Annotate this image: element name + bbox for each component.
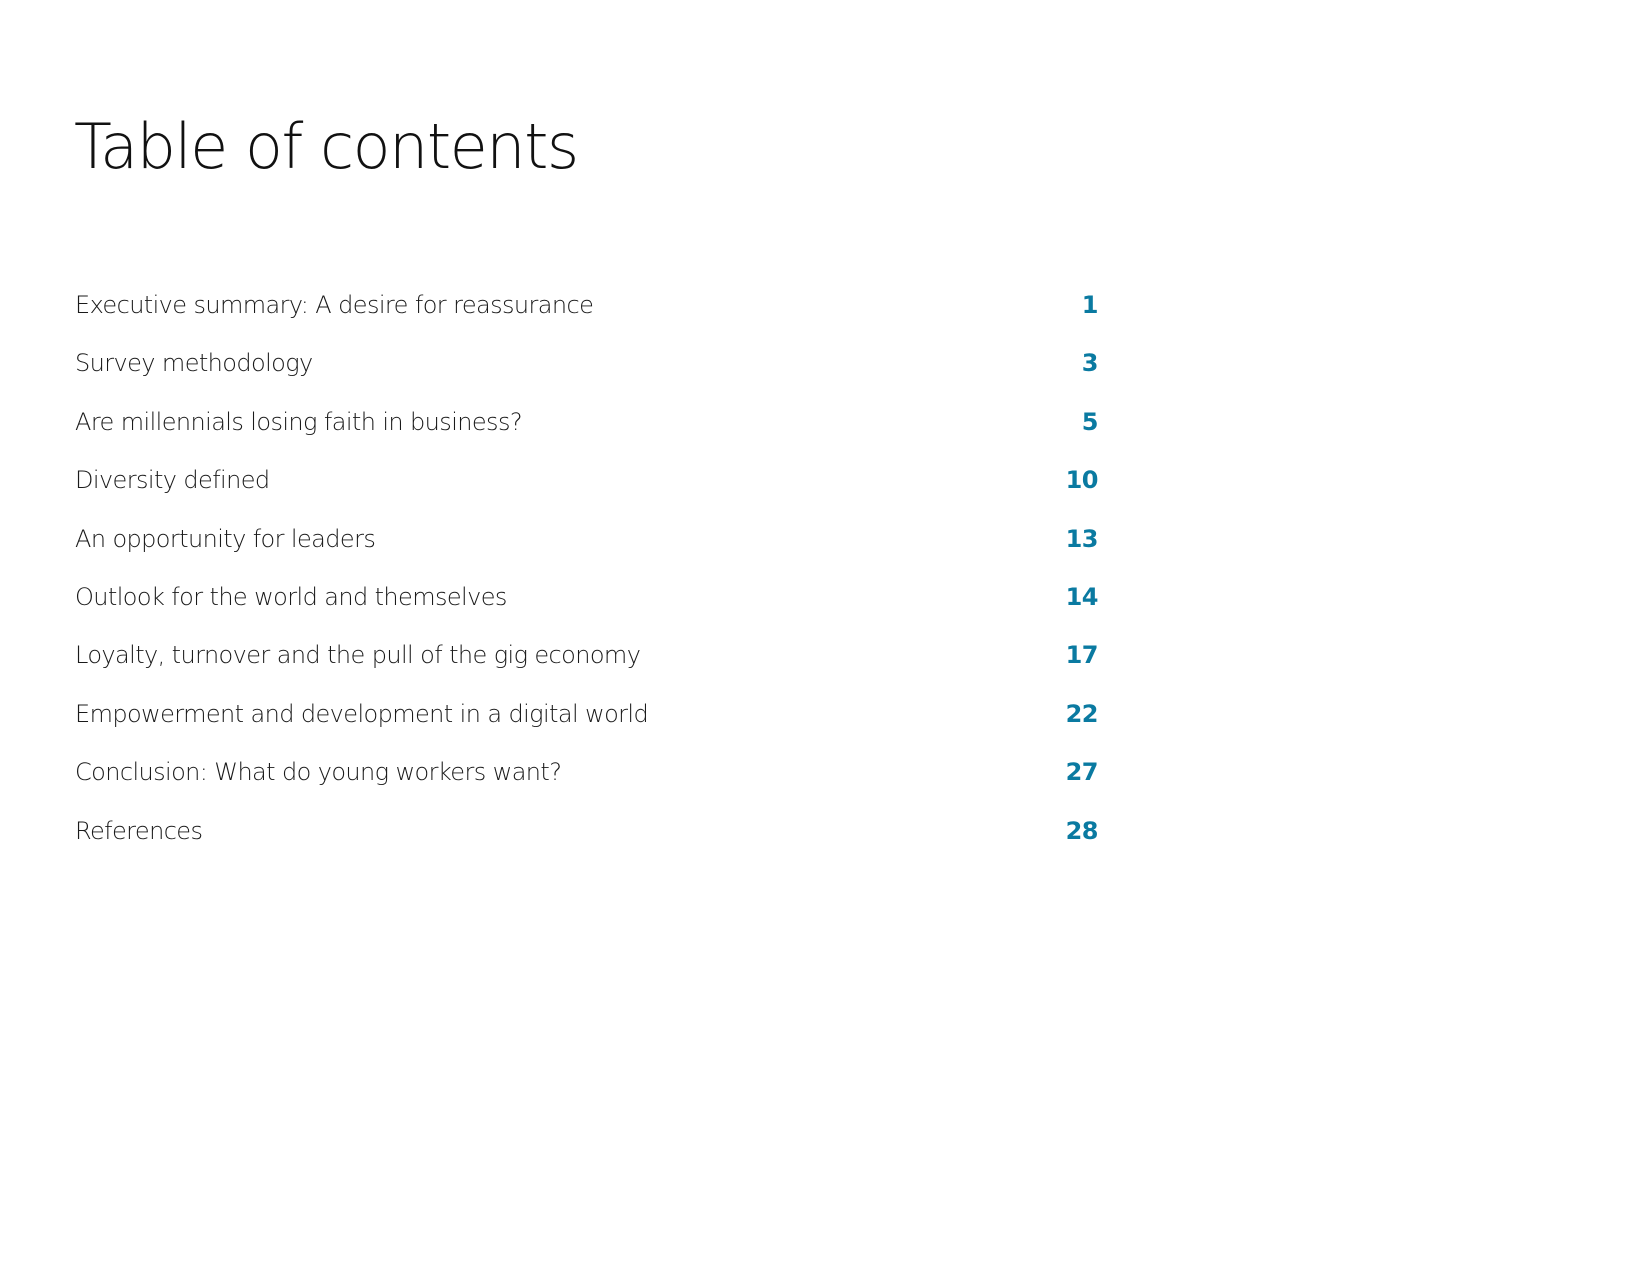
- toc-entry-label: Empowerment and development in a digital world: [75, 699, 649, 728]
- toc-entry-page-number: 1: [1081, 291, 1098, 319]
- toc-entry-outlook[interactable]: [75, 582, 1098, 640]
- toc-entry-label: Conclusion: What do young workers want?: [75, 758, 562, 787]
- toc-entry-label: References: [75, 816, 203, 845]
- toc-entry-page-number: 5: [1081, 407, 1098, 436]
- toc-list: [75, 290, 1098, 874]
- toc-entry-references[interactable]: [75, 816, 1098, 874]
- toc-entry-label: Loyalty, turnover and the pull of the gig economy: [75, 641, 641, 670]
- toc-entry-diversity-defined[interactable]: [75, 465, 1098, 523]
- toc-entry-page-number: 22: [1065, 699, 1098, 728]
- toc-entry-label: Executive summary: A desire for reassurance: [75, 291, 594, 319]
- toc-entry-losing-faith[interactable]: [75, 407, 1098, 465]
- toc-entry-label: Are millennials losing faith in business?: [75, 407, 522, 436]
- toc-entry-label: An opportunity for leaders: [75, 524, 376, 553]
- toc-entry-loyalty-turnover[interactable]: [75, 640, 1098, 698]
- toc-entry-page-number: 27: [1065, 758, 1098, 787]
- page-title: Table of contents: [74, 110, 578, 183]
- toc-entry-page-number: 13: [1065, 524, 1098, 553]
- toc-entry-opportunity-for-leaders[interactable]: [75, 524, 1098, 582]
- toc-entry-page-number: 3: [1081, 349, 1098, 378]
- toc-entry-conclusion[interactable]: [75, 757, 1098, 815]
- toc-entry-survey-methodology[interactable]: [75, 348, 1098, 406]
- toc-entry-label: Outlook for the world and themselves: [75, 582, 507, 611]
- toc-entry-page-number: 14: [1065, 582, 1098, 611]
- toc-entry-label: Diversity defined: [75, 466, 270, 495]
- toc-entry-page-number: 10: [1065, 466, 1098, 495]
- toc-entry-page-number: 28: [1065, 816, 1098, 845]
- toc-entry-empowerment[interactable]: [75, 699, 1098, 757]
- toc-entry-label: Survey methodology: [75, 349, 313, 378]
- toc-entry-page-number: 17: [1065, 641, 1098, 670]
- toc-entry-executive-summary[interactable]: [75, 290, 1098, 348]
